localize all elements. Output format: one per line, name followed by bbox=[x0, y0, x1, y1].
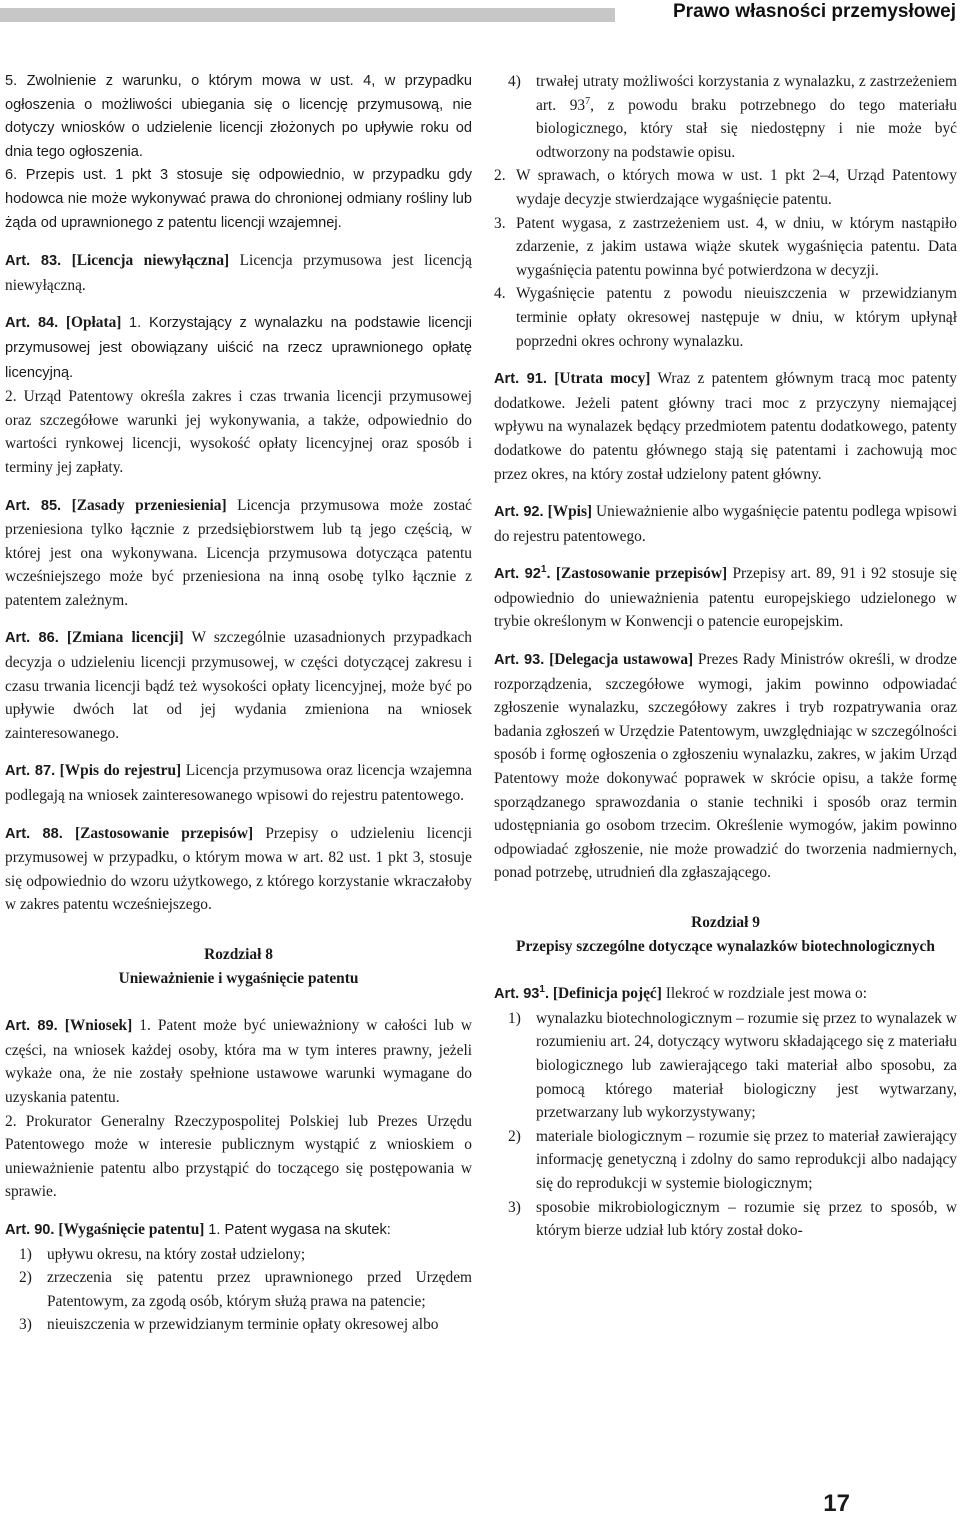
article-93 bbox=[494, 648, 957, 885]
article-90-paragraphs bbox=[494, 164, 957, 353]
header-rule bbox=[0, 8, 615, 22]
article-92-1-text: Przepisy art. 89, 91 i 92 stosuje się odpowiednio do unieważnienia patentu europejskiego udzielonego w trybie określonym w Konwencji o patencie europejskim. bbox=[494, 565, 957, 631]
article-93-1-list bbox=[494, 1007, 957, 1243]
article-88-label: Art. 88. bbox=[5, 825, 63, 842]
article-92-text: Unieważnienie albo wygaśnięcie patentu podlega wpisowi do rejestru patentowego. bbox=[494, 503, 957, 545]
chapter-8-number: Rozdział 8 bbox=[204, 946, 273, 963]
article-84 bbox=[5, 311, 472, 385]
article-86-title: [Zmiana licencji] bbox=[66, 629, 184, 647]
article-87 bbox=[5, 759, 472, 807]
list-item: 4. Wygaśnięcie patentu z powodu nieuiszczenia w przewidzianym terminie opłaty okresowej następuje w dniu, w którym upłynął poprzedni okres ochrony wynalazku. bbox=[494, 285, 957, 350]
article-90-list-continued bbox=[494, 70, 957, 164]
chapter-8-heading bbox=[5, 943, 472, 990]
list-item: 3. Patent wygasa, z zastrzeżeniem ust. 4, w dniu, w którym nastąpiło zdarzenie, z jakim ustawa wiąże skutek wygaśnięcia patentu. Data wygaśnięcia patentu powinna być potwierdzona w decyzji. bbox=[494, 214, 957, 279]
article-88-text: Przepisy o udzieleniu licencji przymusowej w przypadku, o którym mowa w art. 82 ust. 1 pkt 3, stosuje się odpowiednio do wzoru użytkowego, z którego korzystanie wkraczałoby w zakres patentu wcześniejszego. bbox=[5, 824, 472, 914]
list-item: 2) zrzeczenia się patentu przez uprawnionego przed Urzędem Patentowym, za zgodą osób, którym służą prawa na patencie; bbox=[19, 1269, 472, 1310]
article-87-text: Licencja przymusowa oraz licencja wzajemna podlegają na wniosek zainteresowanego wpisowi do rejestru patentowego. bbox=[5, 762, 472, 805]
article-88 bbox=[5, 822, 472, 917]
page-number: 17 bbox=[823, 1490, 850, 1517]
article-91 bbox=[494, 367, 957, 486]
article-93-label: Art. 93. bbox=[494, 652, 545, 669]
article-87-label: Art. 87. bbox=[5, 763, 56, 780]
header-title: Prawo własności przemysłowej bbox=[673, 1, 956, 22]
article-85-text: Licencja przymusowa może zostać przeniesiona tylko łącznie z przedsiębiorstwem lub tą jego częścią, w której jest ona wykonywana. Licencja przymusowa dotycząca patentu wcześniejszego może być przeniesiona na inną osobę tylko łącznie z patentem zależnym. bbox=[5, 496, 472, 609]
article-93-1-title: [Definicja pojęć] bbox=[552, 985, 662, 1003]
article-90-title: [Wygaśnięcie patentu] bbox=[58, 1220, 205, 1238]
article-92-title: [Wpis] bbox=[547, 503, 593, 521]
article-93-1-text: Ilekroć w rozdziale jest mowa o: bbox=[665, 985, 868, 1003]
chapter-9-heading bbox=[494, 911, 957, 958]
article-93-title: [Delegacja ustawowa] bbox=[549, 651, 694, 669]
article-83 bbox=[5, 249, 472, 297]
article-85-label: Art. 85. bbox=[5, 497, 62, 514]
article-92-1 bbox=[494, 562, 957, 634]
article-90-list bbox=[5, 1243, 472, 1337]
chapter-9-number: Rozdział 9 bbox=[691, 914, 760, 931]
article-92-label: Art. 92. bbox=[494, 504, 544, 521]
article-88-title: [Zastosowanie przepisów] bbox=[75, 824, 254, 842]
article-91-text: Wraz z patentem głównym tracą moc patenty dodatkowe. Jeżeli patent główny traci moc z przyczyny niemającej wpływu na wynalazek będący przedmiotem patentu dodatkowego, patenty dodatkowe do patentu głównego stają się patentami i zachowują moc przez okres, na który został udzielony patent główny. bbox=[494, 370, 958, 483]
article-83-title: [Licencja niewyłączna] bbox=[71, 252, 230, 270]
article-91-label: Art. 91. bbox=[494, 371, 547, 388]
chapter-8-title: Unieważnienie i wygaśnięcie patentu bbox=[118, 969, 359, 987]
left-column bbox=[5, 70, 472, 1337]
article-89 bbox=[5, 1014, 472, 1109]
running-header bbox=[0, 0, 960, 24]
article-90-label: Art. 90. bbox=[5, 1221, 55, 1238]
article-84-text-2: 2. Urząd Patentowy określa zakres i czas trwania licencji przymusowej oraz szczegółowe warunki jej wykonywania, a także, odpowiednio do wartości rynkowej licencji, wysokość opłaty licencyjnej oraz sposób i terminy jej zapłaty. bbox=[5, 388, 472, 476]
article-92-1-title: [Zastosowanie przepisów] bbox=[555, 565, 728, 583]
article-86-text: W szczególnie uzasadnionych przypadkach decyzja o udzieleniu licencji przymusowej, w części dotyczącej zakresu i czasu trwania licencji bądź też wysokości opłaty licencyjnej, może być po upływie dwóch lat od jej wydania zmieniona na wniosek zainteresowanego. bbox=[5, 629, 472, 742]
article-92-1-label: Art. $92^1$. bbox=[494, 564, 551, 583]
article-93-1 bbox=[494, 982, 957, 1007]
article-84-text-1: 1. Korzystający z wynalazku na podstawie licencji przymusowej jest obowiązany uiścić na rzecz uprawnionego opłatę licencyjną. bbox=[5, 315, 472, 381]
article-86 bbox=[5, 626, 472, 745]
list-item: 3) nieuiszczenia w przewidzianym terminie opłaty okresowej albo bbox=[19, 1316, 439, 1334]
article-89-text-1: 1. Patent może być unieważniony w całości lub w części, na wniosek każdej osoby, która ma w tym interes prawny, jeżeli wykaże ona, że nie zostały spełnione ustawowe warunki wymagane do uzyskania patentu. bbox=[5, 1017, 472, 1106]
article-89-label: Art. 89. bbox=[5, 1018, 58, 1035]
article-89-title: [Wniosek] bbox=[64, 1017, 133, 1035]
chapter-9-title: Przepisy szczególne dotyczące wynalazków biotechnologicznych bbox=[516, 937, 935, 955]
list-item: 2) materiale biologicznym – rozumie się przez to materiał zawierający informację genetyczną i zdolny do samo reprodukcji albo nadający się do reprodukcji w systemie biologicznym; bbox=[508, 1127, 957, 1192]
article-90 bbox=[5, 1218, 472, 1243]
article-89-text-2: 2. Prokurator Generalny Rzeczypospolitej Polskiej lub Prezes Urzędu Patentowego może w interesie publicznym wystąpić z wnioskiem o unieważnienie patentu albo przystąpić do toczącego się postępowania w sprawie. bbox=[5, 1112, 472, 1201]
article-87-title: [Wpis do rejestru] bbox=[59, 762, 182, 780]
article-85-title: [Zasady przeniesienia] bbox=[71, 496, 227, 514]
right-column bbox=[494, 70, 957, 1243]
article-91-title: [Utrata mocy] bbox=[554, 370, 651, 388]
article-90-text: 1. Patent wygasa na skutek: bbox=[208, 1221, 391, 1238]
list-item: 1) wynalazku biotechnologicznym – rozumie się przez to wynalazek w rozumieniu art. 24, dotyczący wytworu składającego się z materiału biologicznego lub zawierającego taki materiał albo sposobu, za pomocą którego materiał biologiczny jest wytwarzany, przetwarzany lub wykorzystywany; bbox=[508, 1009, 957, 1122]
article-85 bbox=[5, 494, 472, 613]
article-84-title: [Opłata] bbox=[65, 314, 122, 332]
list-item: 1) upływu okresu, na który został udzielony; bbox=[19, 1245, 306, 1263]
article-93-text: Prezes Rady Ministrów określi, w drodze rozporządzenia, szczegółowe wymogi, jakim powinno odpowiadać zgłoszenie wynalazku, szczegółowy zakres i tryb rozpatrywania oraz badania zgłoszeń w Urzędzie Patentowym, uwzględniając w szczególności sposób i formę ogłoszenia o zgłoszeniu wynalazku, zakres, w jakim Urząd Patentowy może dokonywać poprawek w skrócie opisu, a także formę sporządzanego sprawozdania o stanie techniki i sposób oraz termin udostępniania go osobom trzecim. Określenie wymogów, jakim powinno odpowiadać zgłoszenie, nie może prowadzić do tworzenia nadmiernych, ponad potrzebę, utrudnień dla zgłaszającego. bbox=[494, 651, 958, 882]
article-83-text: Licencja przymusowa jest licencją niewyłączną. bbox=[5, 252, 472, 294]
article-84-label: Art. 84. bbox=[5, 315, 59, 332]
paragraph-ust5: 5. Zwolnienie z warunku, o którym mowa w ust. 4, w przypadku ogłoszenia o możliwości ubiegania się o licencję przymusową, nie dotyczy wniosków o udzielenie licencji złożonych po upływie roku od dnia tego ogłoszenia. bbox=[5, 73, 472, 160]
list-item: 2. W sprawach, o których mowa w ust. 1 pkt 2–4, Urząd Patentowy wydaje decyzje stwierdzające wygaśnięcie patentu. bbox=[494, 167, 957, 208]
article-92 bbox=[494, 500, 957, 548]
list-item: 3) sposobie mikrobiologicznym – rozumie się przez to sposób, w którym bierze udział lub który został doko- bbox=[508, 1198, 957, 1240]
article-86-label: Art. 86. bbox=[5, 630, 59, 647]
list-item: 4) trwałej utraty możliwości korzystania z wynalazku, z zastrzeżeniem art. $93^7$, z powodu braku potrzebnego do tego materiału biologicznego, który stał się niedostępny i nie może być odtworzony na podstawie opisu. bbox=[508, 73, 957, 161]
article-83-label: Art. 83. bbox=[5, 253, 62, 270]
paragraph-ust6: 6. Przepis ust. 1 pkt 3 stosuje się odpowiednio, w przypadku gdy hodowca nie może wykonywać prawa do chronionej odmiany rośliny lub żąda od uprawnionego z patentu licencji wzajemnej. bbox=[5, 167, 472, 231]
article-93-1-label: Art. $93^1$. bbox=[494, 984, 550, 1003]
